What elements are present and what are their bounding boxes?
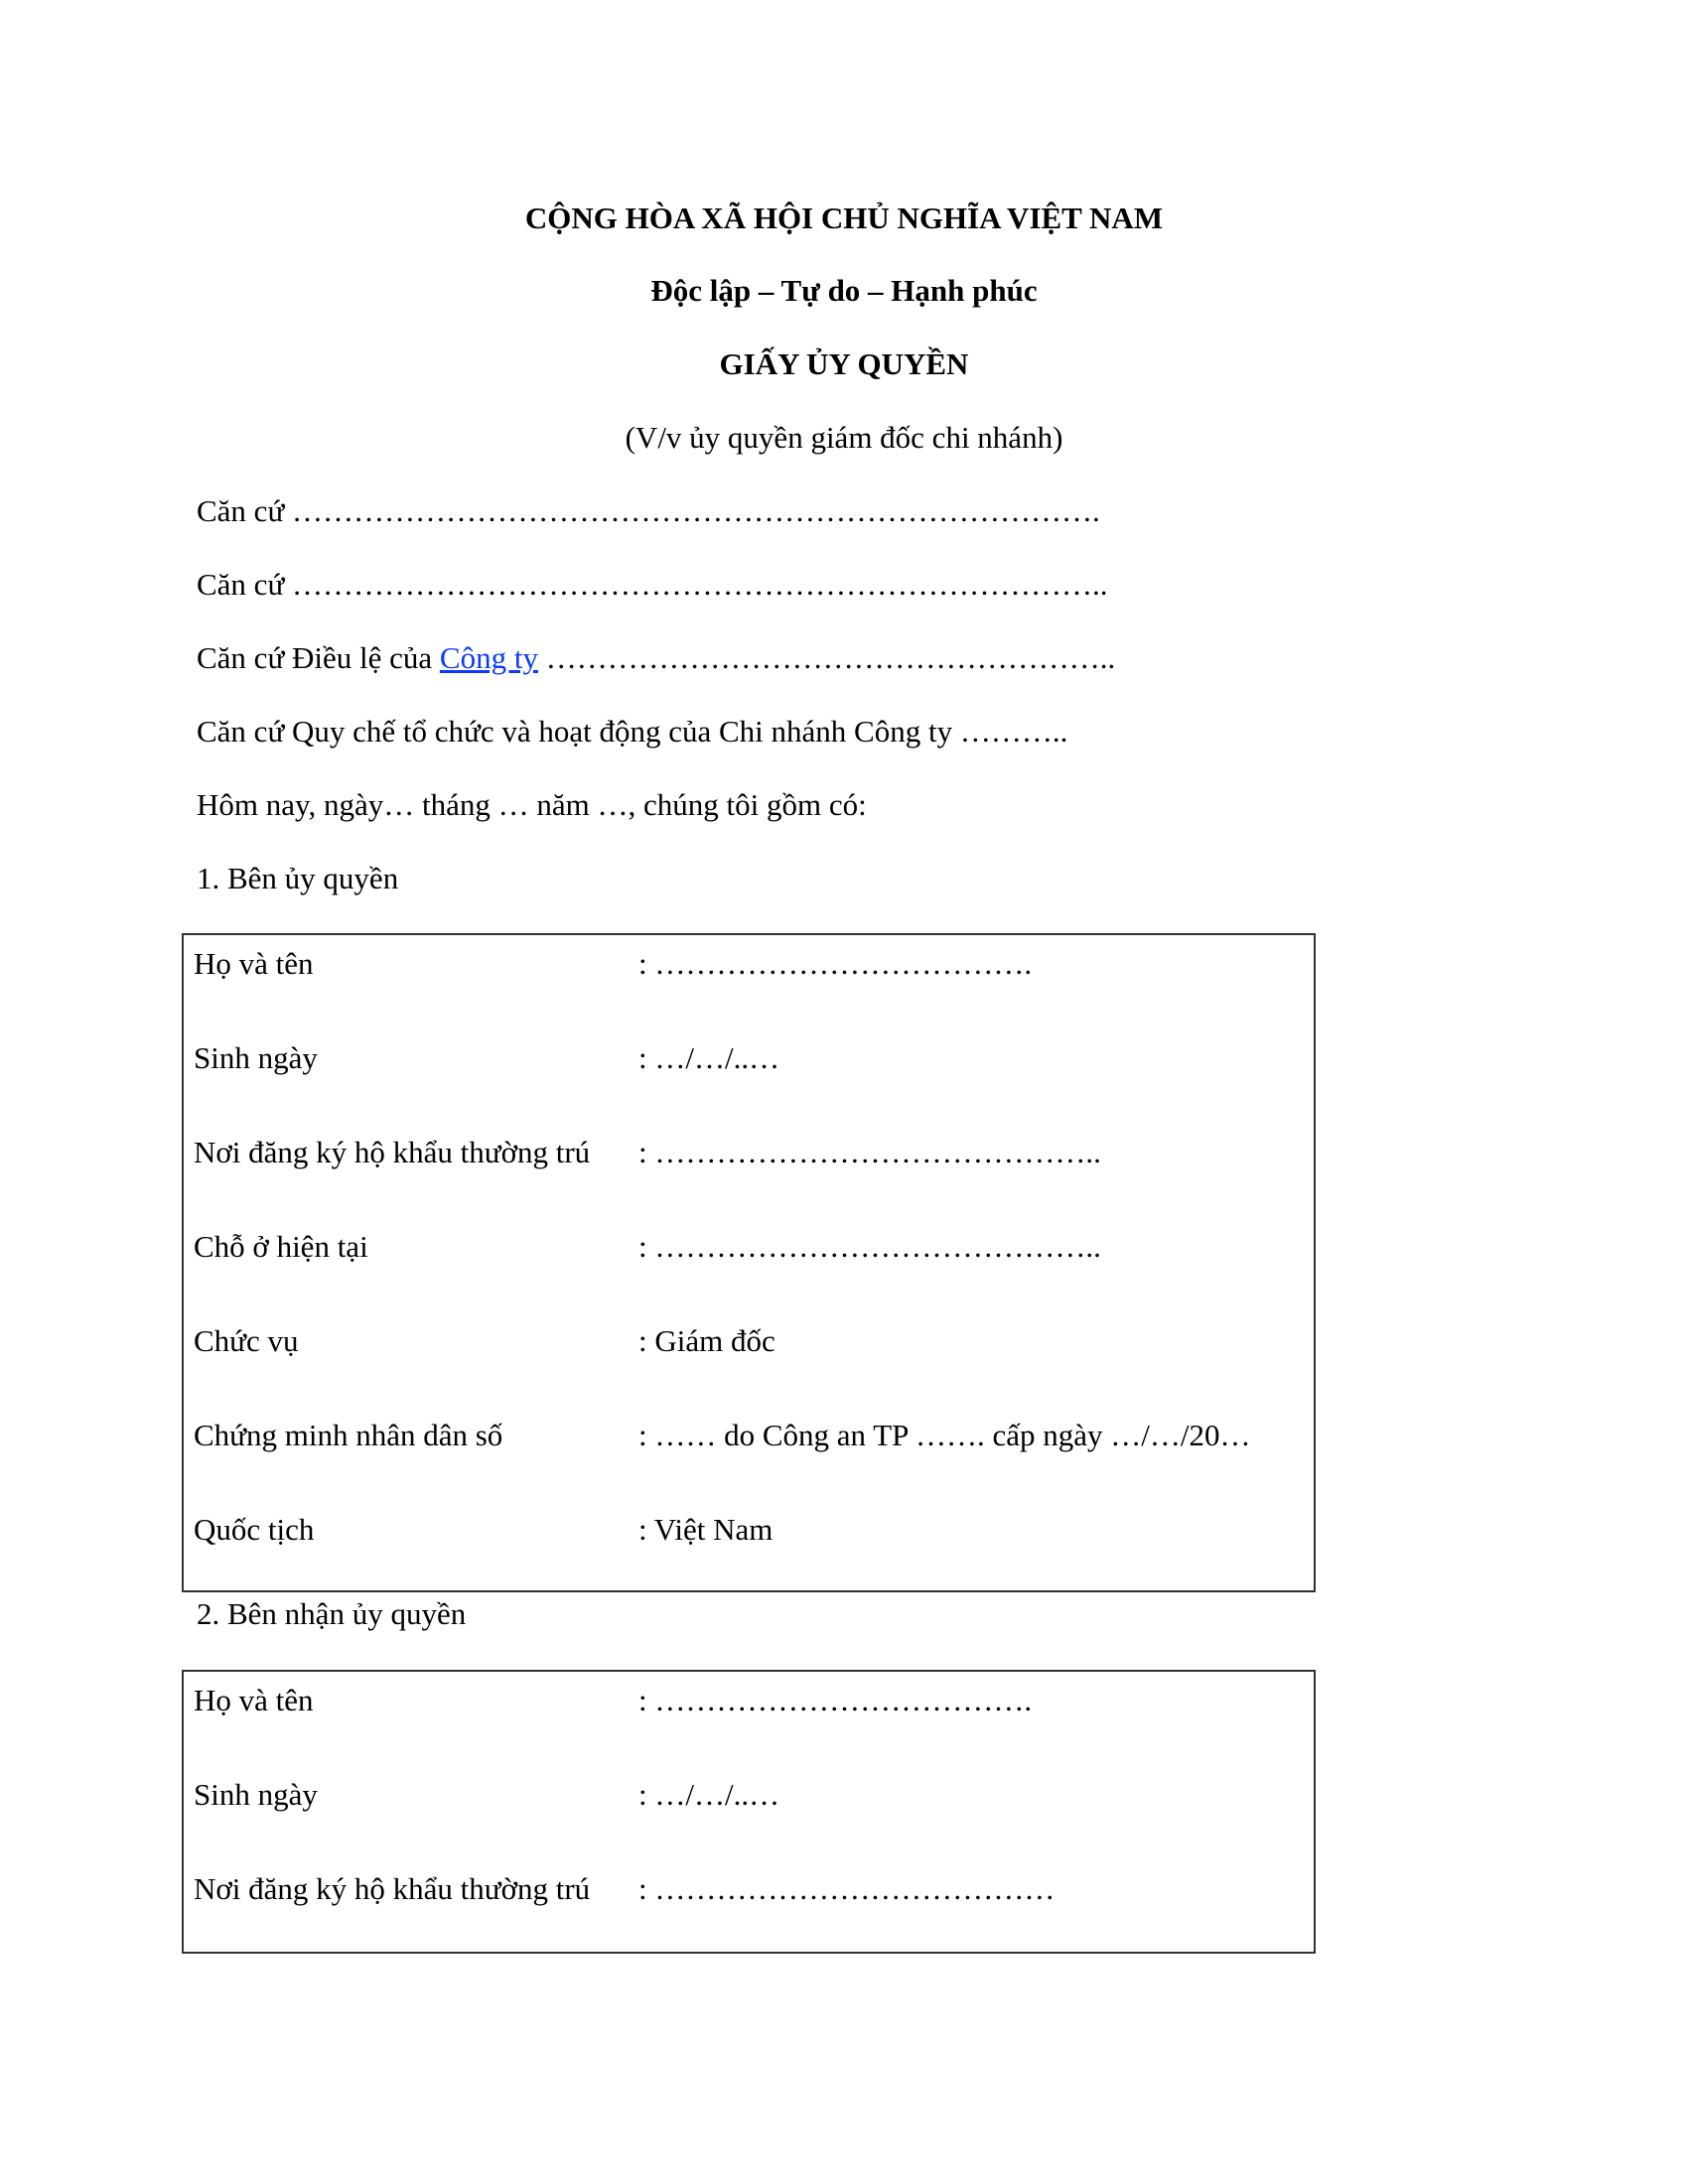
row-label: Sinh ngày bbox=[194, 1777, 318, 1812]
row-label: Họ và tên bbox=[194, 946, 314, 981]
party1-heading: 1. Bên ủy quyền bbox=[197, 861, 399, 895]
motto: Độc lập – Tự do – Hạnh phúc bbox=[650, 273, 1038, 308]
nation-heading: CỘNG HÒA XÃ HỘI CHỦ NGHĨA VIỆT NAM bbox=[524, 201, 1164, 235]
basis-line-4: Căn cứ Quy chế tổ chức và hoạt động của Chi nhánh Công ty ……….. bbox=[197, 714, 1068, 749]
basis-line-1: Căn cứ ……………………………………………………………………. bbox=[197, 493, 1100, 528]
document-title: GIẤY ỦY QUYỀN bbox=[719, 346, 969, 381]
row-label: Họ và tên bbox=[194, 1683, 314, 1717]
basis-line-3 bbox=[197, 638, 1115, 678]
row-value: : ………………………………. bbox=[638, 1683, 1033, 1717]
row-label: Nơi đăng ký hộ khẩu thường trú bbox=[194, 1871, 591, 1906]
date-line: Hôm nay, ngày… tháng … năm …, chúng tôi gồm có: bbox=[197, 787, 867, 822]
row-value: : …/…/..… bbox=[638, 1777, 780, 1812]
row-value: : …………………………………….. bbox=[638, 1229, 1101, 1264]
row-value: : ………………………………. bbox=[638, 946, 1033, 981]
row-value: : Việt Nam bbox=[638, 1512, 774, 1547]
basis-line-3-prefix: Căn cứ Điều lệ của bbox=[197, 640, 440, 675]
row-value: : Giám đốc bbox=[638, 1323, 775, 1358]
row-label: Chứng minh nhân dân số bbox=[194, 1418, 503, 1452]
basis-line-3-suffix: ……………………………………………….. bbox=[537, 640, 1116, 675]
company-link[interactable]: Công ty bbox=[439, 640, 538, 675]
row-value: : ………………………………… bbox=[638, 1871, 1055, 1906]
row-label: Chức vụ bbox=[194, 1323, 299, 1358]
row-label: Chỗ ở hiện tại bbox=[194, 1229, 368, 1264]
basis-line-2: Căn cứ …………………………………………………………………….. bbox=[197, 567, 1108, 602]
row-value: : …/…/..… bbox=[638, 1040, 780, 1075]
party1-info-box bbox=[182, 933, 1316, 1592]
row-value: : …… do Công an TP ……. cấp ngày …/…/20… bbox=[638, 1418, 1251, 1452]
row-label: Sinh ngày bbox=[194, 1040, 318, 1075]
row-value: : …………………………………….. bbox=[638, 1135, 1101, 1169]
row-label: Quốc tịch bbox=[194, 1512, 315, 1547]
party2-info-box bbox=[182, 1670, 1316, 1954]
party2-heading: 2. Bên nhận ủy quyền bbox=[197, 1596, 467, 1631]
row-label: Nơi đăng ký hộ khẩu thường trú bbox=[194, 1135, 591, 1169]
document-subtitle: (V/v ủy quyền giám đốc chi nhánh) bbox=[625, 420, 1063, 455]
